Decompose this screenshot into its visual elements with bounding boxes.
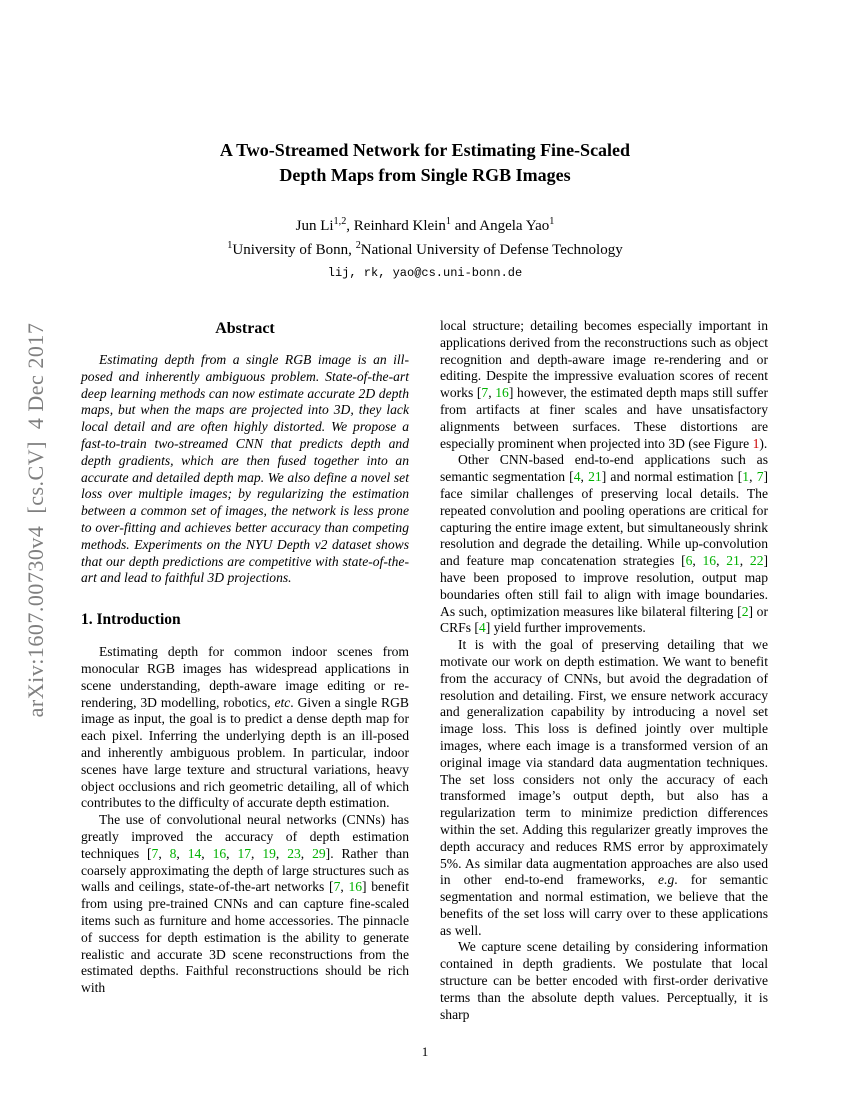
- arxiv-watermark: arXiv:1607.00730v4 [cs.CV] 4 Dec 2017: [23, 322, 48, 718]
- authors-line: Jun Li$^{1,2}$, Reinhard Klein$^1$ and Angela Yao$^1$: [295, 216, 555, 234]
- email-line: lij, rk, yao@cs.uni-bonn.de: [327, 266, 523, 280]
- citation-link[interactable]: 2: [741, 603, 749, 619]
- paragraph-intro-2: The use of convolutional neural networks (CNNs) has greatly improved the accuracy of depth estimation techniques [7, 8, 14, 16, 17, 19, 23, 29]. Rather than coarsely approximating the depth of large structures such as walls and ceilings, state-of-the-art networks [7, 16] benefit from using pre-trained CNNs and can capture fine-scaled items such as furniture and home accessories. The pinnacle of success for depth estimation is the ability to generate realistic and accurate 3D scene reconstructions from the estimated depths. Faithful reconstructions should be rich with: [81, 812, 410, 996]
- left-column: [81, 318, 409, 1023]
- paragraph-intro-5: It is with the goal of preserving detailing that we motivate our work on depth estimation. We want to benefit from the accuracy of CNNs, but avoid the degradation of resolution and detailing. First, we ensure network accuracy and generalization capability by introducing a novel set image loss. This loss is defined jointly over multiple images, where each image is a transformed version of an original image via standard data augmentation techniques. The set loss considers not only the accuracy of each transformed image’s output depth, but also has a regularization term to minimize prediction differences within the set. Adding this regularizer greatly improves the depth accuracy and reduces RMS error by approximately 5%. As similar data augmentation approaches are also used in other end-to-end frameworks, e.g. for semantic segmentation and normal estimation, we believe that the benefits of the set loss will carry over to these applications as well.: [440, 637, 768, 938]
- citation-link[interactable]: 29: [312, 845, 326, 861]
- citation-link[interactable]: 14: [187, 845, 202, 861]
- citation-link[interactable]: 7: [333, 879, 341, 895]
- citation-link[interactable]: 21: [588, 469, 602, 485]
- citation-link[interactable]: 22: [749, 553, 764, 569]
- figure-ref-link[interactable]: 1: [752, 435, 760, 451]
- abstract-heading: Abstract: [215, 320, 275, 337]
- paragraph-intro-4: Other CNN-based end-to-end applications such as semantic segmentation [4, 21] and normal estimation [1, 7] face similar challenges of preserving local details. The repeated convolution and pooling operations are critical for capturing the entire image extent, but simultaneously shrink resolution and degrade the detailing. While up-convolution and feature map concatenation strategies [6, 16, 21, 22] have been proposed to improve resolution, output map boundaries often still fail to align with image boundaries. As such, optimization measures like bilateral filtering [2] or CRFs [4] yield further improvements.: [440, 452, 769, 636]
- abstract-text: Estimating depth from a single RGB image is an ill-posed and inherently ambiguous problem. State-of-the-art deep learning methods can now estimate accurate 2D depth maps, but when the maps are projected into 3D, they lack local detail and are often highly distorted. We propose a fast-to-train two-streamed CNN that predicts depth and depth gradients, which are then fused together into an accurate and detailed depth map. We also define a novel set loss over multiple images; by regularizing the estimation between a common set of images, the network is less prone to over-fitting and achieves better accuracy than competing methods. Experiments on the NYU Depth v2 dataset shows that our depth predictions are competitive with state-of-the-art and lead to faithful 3D projections.: [81, 352, 409, 586]
- citation-link[interactable]: 7: [481, 385, 489, 401]
- citation-link[interactable]: 17: [237, 845, 252, 861]
- paper-header: [0, 0, 850, 280]
- citation-link[interactable]: 1: [742, 469, 750, 485]
- two-column-body: [81, 318, 769, 1023]
- citation-link[interactable]: 4: [573, 469, 581, 485]
- paper-title: [0, 138, 850, 188]
- paper-title-line2: Depth Maps from Single RGB Images: [279, 165, 571, 185]
- citation-link[interactable]: 6: [685, 553, 693, 569]
- citation-link[interactable]: 23: [287, 845, 301, 861]
- citation-link[interactable]: 7: [151, 845, 159, 861]
- citation-link[interactable]: 16: [495, 385, 509, 401]
- citation-link[interactable]: 19: [262, 845, 276, 861]
- citation-link[interactable]: 8: [169, 845, 177, 861]
- citation-link[interactable]: 16: [702, 553, 717, 569]
- page-number: 1: [421, 1044, 429, 1059]
- paragraph-intro-1: Estimating depth for common indoor scenes from monocular RGB images has widespread applications in scene understanding, depth-aware image editing or re-rendering, 3D modelling, robotics, etc. Given a single RGB image as input, the goal is to predict a dense depth map for each pixel. Inferring the underlying depth is an ill-posed and inherently ambiguous problem. In particular, indoor scenes have large texture and structural variations, heavy object occlusions and rich geometric detailing, all of which contributes to the difficulty of accurate depth estimation.: [81, 644, 409, 811]
- paper-title-line1: A Two-Streamed Network for Estimating Fine-Scaled: [219, 140, 631, 160]
- affiliation-line: $^1$University of Bonn, $^2$National University of Defense Technology: [227, 240, 623, 258]
- citation-link[interactable]: 16: [212, 845, 227, 861]
- section-heading-introduction: 1. Introduction: [81, 611, 181, 629]
- right-column: [440, 318, 768, 1023]
- citation-link[interactable]: 21: [726, 553, 740, 569]
- citation-link[interactable]: 16: [348, 879, 363, 895]
- paragraph-intro-6: We capture scene detailing by considering information contained in depth gradients. We postulate that local structure can be better encoded with first-order derivative terms than the absolute depth values. Perceptually, it is sharp: [440, 939, 768, 1022]
- citation-link[interactable]: 4: [478, 620, 486, 636]
- citation-link[interactable]: 7: [756, 469, 764, 485]
- paragraph-intro-3: local structure; detailing becomes especially important in applications derived from the reconstructions such as object recognition and depth-aware image re-rendering and or editing. Despite the impressive evaluation scores of recent works [7, 16] however, the estimated depth maps still suffer from artifacts at finer scales and have unsatisfactory alignments between surfaces. These distortions are especially prominent when projected into 3D (see Figure 1).: [440, 318, 768, 451]
